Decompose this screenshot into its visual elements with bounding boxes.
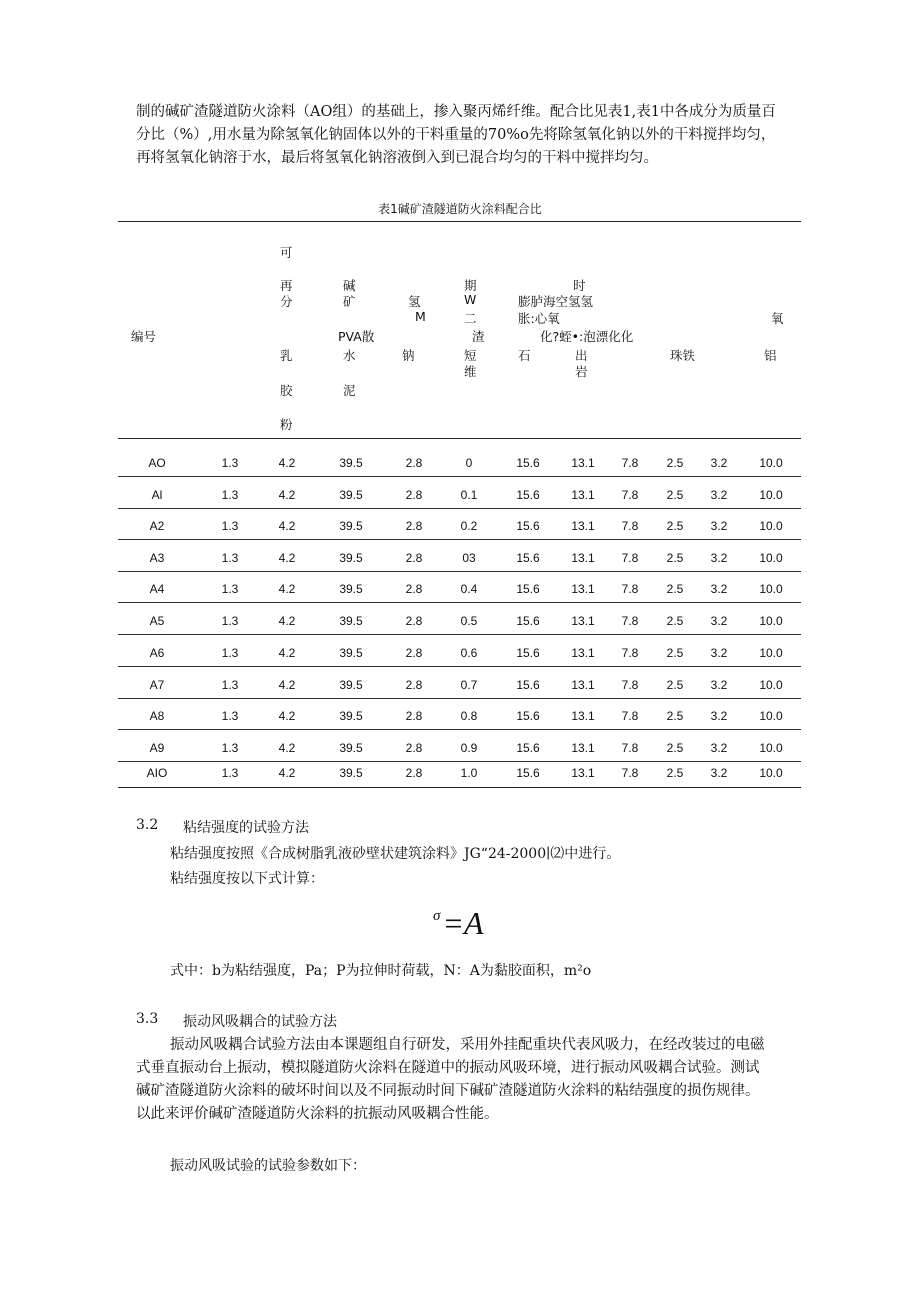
row-separator — [118, 571, 801, 572]
table-cell: 13.1 — [571, 582, 595, 596]
table-cell: 15.6 — [516, 582, 540, 596]
formula-body: =A — [442, 905, 484, 941]
header-fragment: 粉 — [280, 417, 293, 432]
table-cell: 7.8 — [621, 519, 639, 533]
table-cell: 4.2 — [278, 614, 296, 628]
table-cell: 1.3 — [221, 519, 239, 533]
header-fragment: 氢 — [408, 294, 421, 309]
table-cell: 0.4 — [460, 582, 478, 596]
table-cell: 13.1 — [571, 456, 595, 470]
table-cell: 4.2 — [278, 519, 296, 533]
intro-line: 分比（%）,用水量为除氢氧化钠固体以外的干料重量的70%o先将除氢氧化钠以外的干料搅拌均匀， — [136, 127, 776, 143]
table-cell: 39.5 — [339, 456, 363, 470]
table-cell: 7.8 — [621, 646, 639, 660]
section-title: 粘结强度的试验方法 — [183, 820, 309, 836]
table-cell: 7.8 — [621, 456, 639, 470]
table-cell: 10.0 — [759, 678, 783, 692]
table-cell: 7.8 — [621, 678, 639, 692]
table-cell: 1.3 — [221, 741, 239, 755]
table-cell: 7.8 — [621, 614, 639, 628]
table-cell: 1.3 — [221, 488, 239, 502]
header-fragment: 短 — [464, 348, 477, 363]
header-fragment: 铝 — [764, 348, 777, 363]
row-id-cell: Al — [151, 488, 163, 502]
table-cell: 7.8 — [621, 766, 639, 780]
body-line: 以此来评价碱矿渣隧道防火涂料的抗振动风吸耦合性能。 — [136, 1106, 499, 1122]
table-cell: 39.5 — [339, 614, 363, 628]
table-cell: 10.0 — [759, 456, 783, 470]
section-number: 3.2 — [136, 817, 159, 833]
table-cell: 2.8 — [405, 456, 423, 470]
formula-sigma: σ — [433, 908, 441, 924]
header-fragment: 膨胪海空氢氢 — [518, 294, 594, 309]
row-id-cell: AIO — [146, 766, 168, 780]
table-cell: 3.2 — [710, 456, 728, 470]
row-separator — [118, 698, 801, 699]
row-separator — [118, 729, 801, 730]
table-header-rule — [118, 438, 801, 439]
header-fragment: 维 — [464, 364, 477, 379]
table-cell: 0.9 — [460, 741, 478, 755]
table-cell: 0.2 — [460, 519, 478, 533]
table-cell: 39.5 — [339, 766, 363, 780]
formula — [433, 905, 484, 942]
header-fragment: 胀:心氧 — [518, 311, 560, 326]
table-cell: 03 — [462, 551, 476, 565]
intro-paragraph — [136, 101, 816, 170]
header-fragment: 编号 — [131, 329, 157, 344]
intro-line: 再将氢氧化钠溶于水，最后将氢氧化钠溶液倒入到已混合均匀的干料中搅拌均匀。 — [136, 150, 658, 166]
row-separator — [118, 666, 801, 667]
table-cell: 15.6 — [516, 488, 540, 502]
table-bottom-rule — [118, 787, 801, 788]
table-cell: 1.3 — [221, 709, 239, 723]
header-fragment: 岩 — [575, 364, 588, 379]
table-cell: 3.2 — [710, 488, 728, 502]
row-separator — [118, 476, 801, 477]
header-fragment: 钠 — [402, 348, 415, 363]
row-separator — [118, 761, 801, 762]
header-fragment: 泥 — [343, 383, 356, 398]
row-id-cell: A6 — [149, 646, 165, 660]
table-cell: 4.2 — [278, 488, 296, 502]
row-separator — [118, 508, 801, 509]
table-cell: 2.5 — [666, 519, 684, 533]
table-cell: 39.5 — [339, 678, 363, 692]
header-fragment: 碱 — [343, 278, 356, 293]
table-cell: 3.2 — [710, 551, 728, 565]
body-line: 振动风吸耦合试验方法由本课题组自行研发，采用外挂配重块代表风吸力，在经改装过的电磁 — [170, 1037, 765, 1053]
table-cell: 0.1 — [460, 488, 478, 502]
header-fragment: PVA散 — [338, 329, 375, 344]
table-cell: 13.1 — [571, 488, 595, 502]
header-fragment: 矿 — [343, 294, 356, 309]
body-line: 碱矿渣隧道防火涂料的破坏时间以及不同振动时间下碱矿渣隧道防火涂料的粘结强度的损伤规律。 — [136, 1083, 760, 1099]
table-cell: 1.3 — [221, 646, 239, 660]
table-cell: 2.5 — [666, 488, 684, 502]
table-cell: 10.0 — [759, 614, 783, 628]
table-cell: 10.0 — [759, 709, 783, 723]
row-separator — [118, 539, 801, 540]
table-cell: 15.6 — [516, 551, 540, 565]
header-fragment: 可 — [280, 245, 293, 260]
table-cell: 2.5 — [666, 741, 684, 755]
header-fragment: 乳 — [280, 348, 293, 363]
table-cell: 4.2 — [278, 456, 296, 470]
table-cell: 39.5 — [339, 488, 363, 502]
table-cell: 10.0 — [759, 519, 783, 533]
table-cell: 3.2 — [710, 582, 728, 596]
table-cell: 7.8 — [621, 488, 639, 502]
header-fragment: 期 — [464, 278, 477, 293]
row-id-cell: A9 — [149, 741, 165, 755]
table-cell: 2.8 — [405, 741, 423, 755]
header-fragment: 时 — [573, 278, 586, 293]
table-cell: 3.2 — [710, 766, 728, 780]
table-cell: 13.1 — [571, 766, 595, 780]
table-cell: 1.3 — [221, 766, 239, 780]
table-cell: 39.5 — [339, 519, 363, 533]
header-fragment: 分 — [280, 294, 293, 309]
table-cell: 4.2 — [278, 766, 296, 780]
table-cell: 10.0 — [759, 646, 783, 660]
section-number: 3.3 — [136, 1011, 159, 1027]
table-cell: 1.3 — [221, 678, 239, 692]
table-cell: 1.3 — [221, 582, 239, 596]
table-cell: 2.5 — [666, 614, 684, 628]
body-line: 式垂直振动台上振动，模拟隧道防火涂料在隧道中的振动风吸环境，进行振动风吸耦合试验。测试 — [136, 1060, 760, 1076]
table-cell: 2.5 — [666, 709, 684, 723]
table-cell: 10.0 — [759, 488, 783, 502]
table-cell: 1.0 — [460, 766, 478, 780]
table-cell: 39.5 — [339, 741, 363, 755]
table-cell: 2.8 — [405, 519, 423, 533]
table-cell: 2.8 — [405, 551, 423, 565]
table-cell: 2.5 — [666, 551, 684, 565]
table-cell: 1.3 — [221, 551, 239, 565]
table-cell: 39.5 — [339, 582, 363, 596]
header-fragment: 二 — [464, 311, 477, 326]
intro-line: 制的碱矿渣隧道防火涂料（AO组）的基础上，掺入聚丙烯纤维。配合比见表1,表1中各成分为质量百 — [136, 104, 776, 120]
table-cell: 13.1 — [571, 519, 595, 533]
table-cell: 13.1 — [571, 614, 595, 628]
table-cell: 3.2 — [710, 614, 728, 628]
row-id-cell: A2 — [149, 519, 165, 533]
header-fragment: 渣 — [472, 329, 485, 344]
header-fragment: 氧 — [771, 311, 784, 326]
table-cell: 15.6 — [516, 519, 540, 533]
section-title: 振动风吸耦合的试验方法 — [183, 1014, 337, 1030]
table-cell: 7.8 — [621, 709, 639, 723]
table-cell: 15.6 — [516, 614, 540, 628]
header-fragment: M — [415, 309, 426, 324]
header-fragment: 胶 — [280, 383, 293, 398]
table-cell: 0 — [465, 456, 473, 470]
table-cell: 0.8 — [460, 709, 478, 723]
table-cell: 10.0 — [759, 766, 783, 780]
table-cell: 1.3 — [221, 456, 239, 470]
table-caption: 表1碱矿渣隧道防火涂料配合比 — [378, 202, 542, 216]
table-cell: 2.5 — [666, 456, 684, 470]
table-cell: 10.0 — [759, 551, 783, 565]
table-cell: 13.1 — [571, 741, 595, 755]
table-cell: 2.5 — [666, 766, 684, 780]
body-line: 粘结强度按以下式计算： — [170, 871, 324, 887]
table-cell: 39.5 — [339, 551, 363, 565]
body-line: 粘结强度按照《合成树脂乳液砂壁状建筑涂料》JG“24-2000∣⑵中进行。 — [170, 846, 621, 862]
table-cell: 3.2 — [710, 709, 728, 723]
table-cell: 1.3 — [221, 614, 239, 628]
header-fragment: W — [464, 292, 477, 307]
table-cell: 13.1 — [571, 646, 595, 660]
table-cell: 2.8 — [405, 582, 423, 596]
row-separator — [118, 602, 801, 603]
table-cell: 2.8 — [405, 488, 423, 502]
header-fragment: 珠铁 — [670, 348, 696, 363]
table-cell: 10.0 — [759, 741, 783, 755]
table-cell: 4.2 — [278, 582, 296, 596]
table-cell: 3.2 — [710, 741, 728, 755]
header-fragment: 再 — [280, 278, 293, 293]
table-cell: 15.6 — [516, 766, 540, 780]
table-cell: 39.5 — [339, 709, 363, 723]
header-fragment: 水 — [343, 348, 356, 363]
table-cell: 7.8 — [621, 551, 639, 565]
row-id-cell: A3 — [149, 551, 165, 565]
row-id-cell: A8 — [149, 709, 165, 723]
table-cell: 13.1 — [571, 709, 595, 723]
table-cell: 2.8 — [405, 614, 423, 628]
table-cell: 3.2 — [710, 646, 728, 660]
table-cell: 2.5 — [666, 678, 684, 692]
table-cell: 10.0 — [759, 582, 783, 596]
table-cell: 2.5 — [666, 646, 684, 660]
table-cell: 0.7 — [460, 678, 478, 692]
header-fragment: 石 — [518, 348, 531, 363]
table-cell: 4.2 — [278, 646, 296, 660]
header-fragment: 出 — [575, 348, 588, 363]
table-cell: 15.6 — [516, 646, 540, 660]
table-cell: 4.2 — [278, 678, 296, 692]
table-cell: 4.2 — [278, 551, 296, 565]
table-cell: 2.5 — [666, 582, 684, 596]
table-cell: 15.6 — [516, 741, 540, 755]
header-fragment: 化?蛭•:泡漂化化 — [540, 329, 634, 344]
table-cell: 2.8 — [405, 646, 423, 660]
table-top-rule — [118, 221, 801, 222]
row-id-cell: A7 — [149, 678, 165, 692]
row-id-cell: A5 — [149, 614, 165, 628]
table-cell: 3.2 — [710, 519, 728, 533]
table-cell: 0.5 — [460, 614, 478, 628]
table-cell: 4.2 — [278, 741, 296, 755]
table-cell: 3.2 — [710, 678, 728, 692]
row-separator — [118, 634, 801, 635]
row-id-cell: A4 — [149, 582, 165, 596]
table-cell: 15.6 — [516, 709, 540, 723]
table-cell: 7.8 — [621, 741, 639, 755]
table-cell: 7.8 — [621, 582, 639, 596]
table-cell: 2.8 — [405, 709, 423, 723]
table-cell: 15.6 — [516, 456, 540, 470]
body-line: 振动风吸试验的试验参数如下： — [170, 1158, 366, 1174]
table-cell: 4.2 — [278, 709, 296, 723]
table-cell: 0.6 — [460, 646, 478, 660]
table-cell: 15.6 — [516, 678, 540, 692]
table-cell: 13.1 — [571, 678, 595, 692]
section-paragraph — [136, 1034, 816, 1126]
table-cell: 39.5 — [339, 646, 363, 660]
row-id-cell: AO — [148, 456, 166, 470]
table-cell: 13.1 — [571, 551, 595, 565]
table-cell: 2.8 — [405, 766, 423, 780]
table-cell: 2.8 — [405, 678, 423, 692]
formula-explanation: 式中：b为粘结强度，Pa；P为拉伸时荷载，N：A为黏胶面积，m²o — [170, 963, 592, 979]
